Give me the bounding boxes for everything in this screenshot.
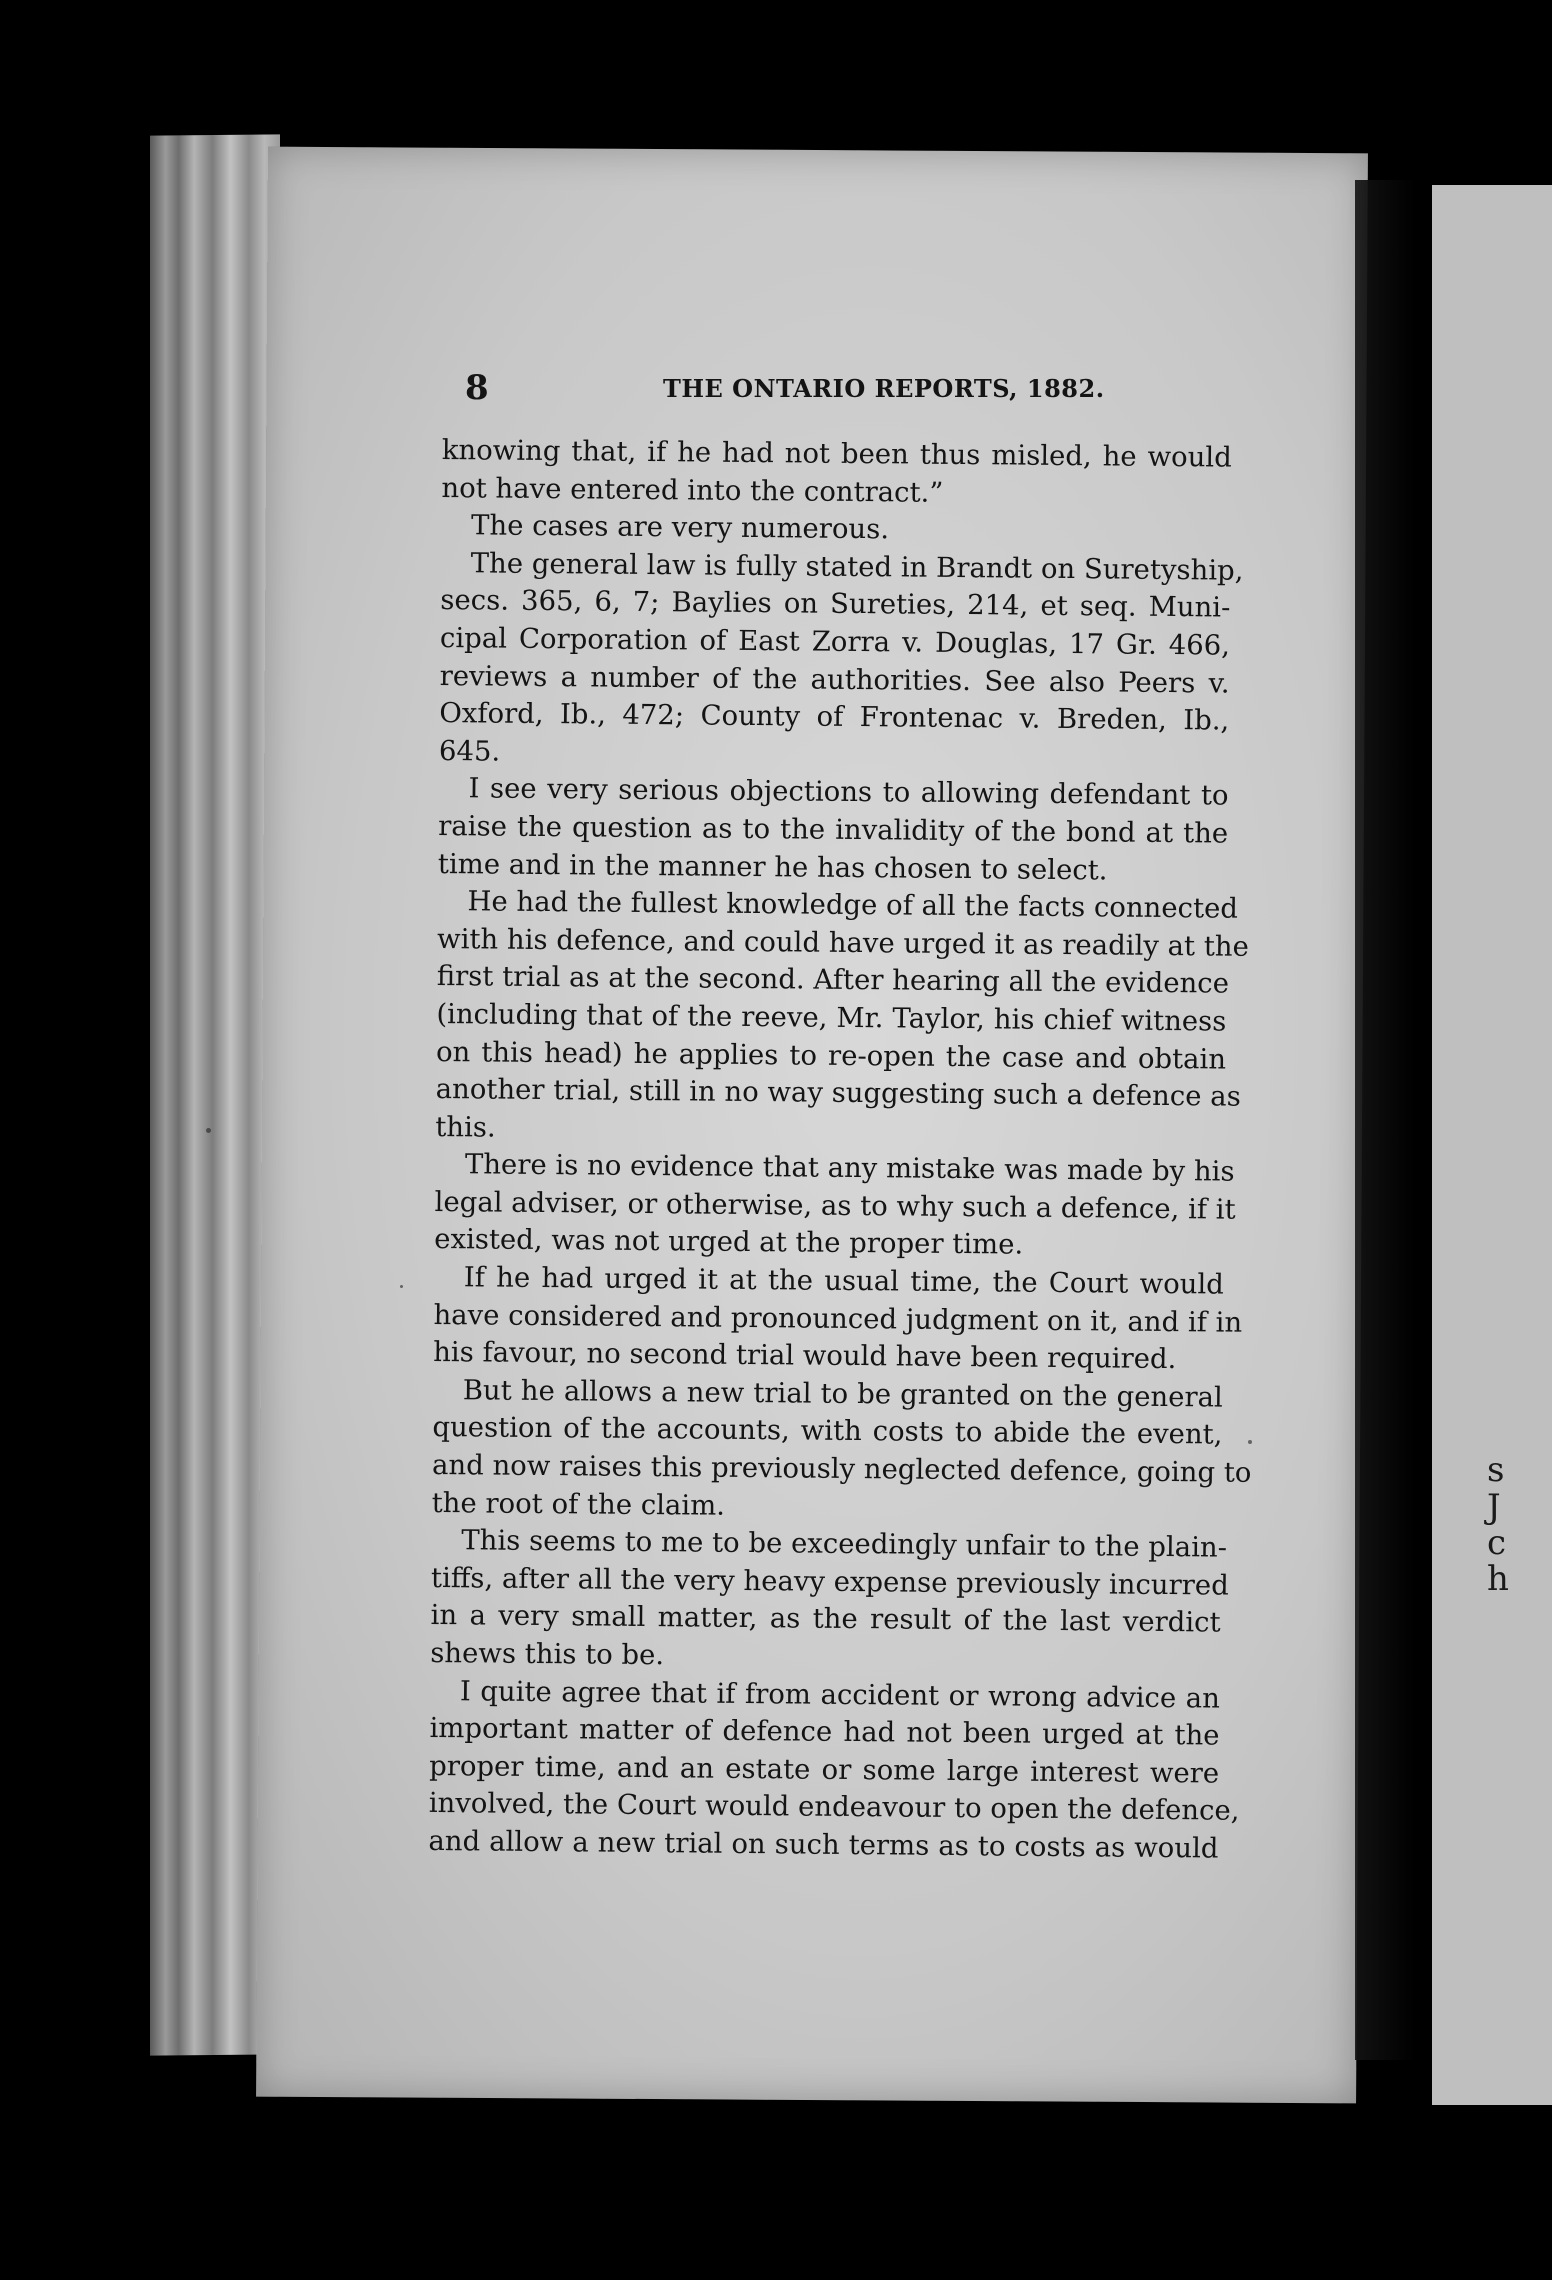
facing-page-fragment: s: [1487, 1450, 1505, 1490]
text-line: legal adviser, or otherwise, as to why such a defence, if it: [434, 1185, 1236, 1226]
text-line: in a very small matter, as the result of the last verdict: [430, 1599, 1221, 1639]
text-line: Oxford, Ib., 472; County of Frontenac v. Breden, Ib.,: [439, 697, 1230, 737]
text-line: proper time, and an estate or some large interest were: [429, 1749, 1220, 1790]
text-line: his favour, no second trial would have been required.: [433, 1336, 1177, 1376]
dust-speck: [1248, 1440, 1252, 1444]
text-line: this.: [435, 1110, 496, 1144]
text-line: But he allows a new trial to be granted on the general: [462, 1374, 1223, 1414]
gutter-shadow: [1355, 180, 1415, 2060]
facing-page: [1432, 185, 1552, 2105]
text-line: tiffs, after all the very heavy expense previously incurred: [430, 1561, 1229, 1602]
text-line: secs. 365, 6, 7; Baylies on Sureties, 214, et seq. Muni-: [440, 584, 1231, 624]
body-text: [428, 432, 1252, 1868]
text-line: reviews a number of the authorities. See also Peers v.: [439, 659, 1230, 700]
text-line: shews this to be.: [430, 1636, 665, 1672]
running-head: THE ONTARIO REPORTS, 1882.: [663, 374, 1105, 403]
text-line: on this head) he applies to re-open the case and obtain: [435, 1035, 1227, 1076]
text-line: There is no evidence that any mistake was made by his: [464, 1148, 1235, 1188]
page-number: 8: [465, 368, 489, 408]
page-header: [465, 368, 1225, 408]
facing-page-fragment: c: [1487, 1523, 1507, 1563]
text-line: This seems to me to be exceedingly unfair to the plain-: [461, 1524, 1228, 1564]
text-line: and now raises this previously neglected defence, going to: [431, 1448, 1252, 1489]
text-line: raise the question as to the invalidity of the bond at the: [438, 809, 1229, 850]
text-line: important matter of defence had not been urged at the: [429, 1712, 1220, 1752]
text-line: knowing that, if he had not been thus misled, he would: [441, 433, 1232, 474]
dust-speck: [400, 1285, 403, 1288]
text-line: have considered and pronounced judgment on it, and if in: [433, 1298, 1243, 1339]
text-line: (including that of the reeve, Mr. Taylor, his chief witness: [436, 997, 1227, 1038]
text-line: He had the fullest knowledge of all the facts connected: [467, 885, 1239, 925]
facing-page-fragment: h: [1487, 1559, 1509, 1599]
text-line: the root of the claim.: [431, 1486, 726, 1522]
facing-page-fragment: J: [1487, 1487, 1501, 1527]
text-line: first trial as at the second. After hearing all the evidence: [436, 960, 1230, 1000]
text-line: The cases are very numerous.: [470, 509, 890, 546]
text-line: I quite agree that if from accident or wrong advice an: [459, 1674, 1221, 1715]
text-line: question of the accounts, with costs to abide the event,: [432, 1411, 1223, 1451]
text-line: not have entered into the contract.”: [441, 471, 944, 509]
text-line: existed, was not urged at the proper time.: [434, 1223, 1024, 1262]
text-line: with his defence, and could have urged it as readily at the: [436, 922, 1250, 963]
text-line: The general law is fully stated in Brandt on Suretyship,: [470, 547, 1244, 587]
text-line: 645.: [438, 734, 501, 768]
text-line: I see very serious objections to allowing defendant to: [468, 772, 1229, 812]
dust-speck: [206, 1128, 211, 1133]
text-line: another trial, still in no way suggesting such a defence as: [435, 1073, 1241, 1113]
text-line: cipal Corporation of East Zorra v. Douglas, 17 Gr. 466,: [439, 621, 1231, 662]
text-line: and allow a new trial on such terms as to costs as would: [428, 1824, 1219, 1865]
text-line: time and in the manner he has chosen to select.: [437, 847, 1108, 886]
text-line: involved, the Court would endeavour to open the defence,: [428, 1787, 1240, 1828]
text-line: If he had urged it at the usual time, the Court would: [463, 1261, 1225, 1301]
